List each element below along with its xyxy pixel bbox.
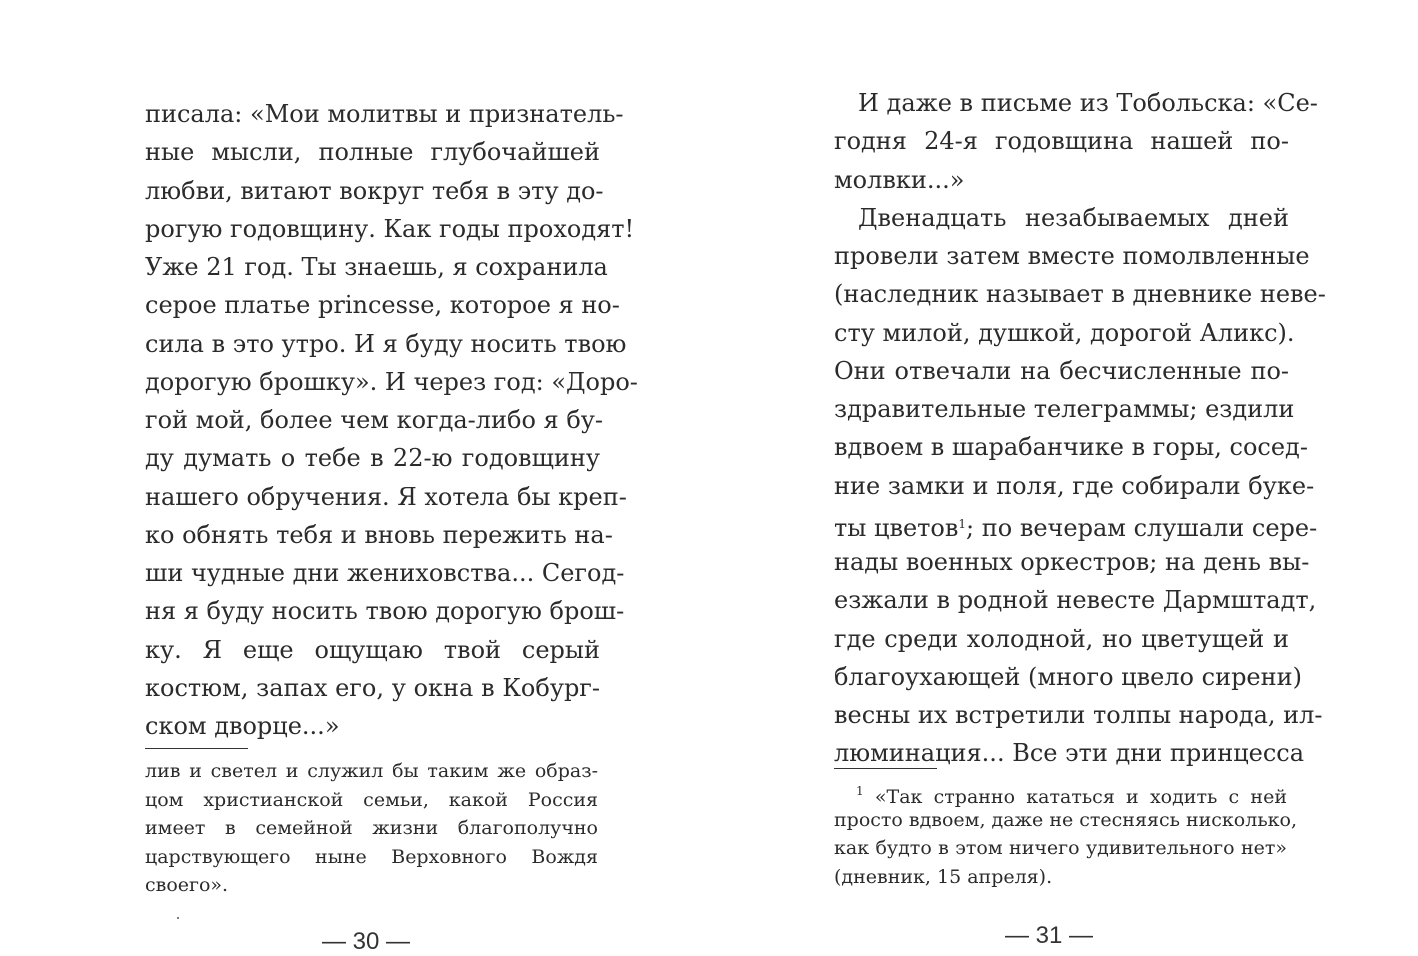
text-line: Они отвечали на бесчисленные по- (834, 356, 1289, 385)
text-line: весны их встретили толпы народа, ил- (834, 701, 1323, 729)
footnote-rule (834, 768, 937, 769)
footnote-line: просто вдвоем, даже не стесняясь нисколько, (834, 808, 1298, 831)
text-line: нады военных оркестров; на день вы- (834, 548, 1310, 576)
footnote-rule (145, 748, 248, 749)
text-line: ня я буду носить твою дорогую брош- (145, 597, 625, 626)
text-line: Двенадцать незабываемых дней (858, 203, 1289, 232)
text-line: молвки...» (834, 165, 965, 194)
text-line: люминация... Все эти дни принцесса (834, 739, 1305, 768)
footnote-line: своего». (145, 874, 229, 897)
footnote-line: (дневник, 15 апреля). (834, 865, 1053, 888)
page-number: — 30 — (322, 928, 411, 955)
print-speck (177, 917, 179, 919)
footnote-marker: 1 (856, 784, 864, 798)
footnote-line: цом христианской семьи, какой Россия (145, 788, 598, 811)
footnote-line: как будто в этом ничего удивительного нет» (834, 837, 1287, 860)
text-fragment: ; по вечерам слушали сере- (966, 513, 1318, 542)
body-text (145, 95, 638, 745)
text-fragment: «Так странно кататься и ходить с ней (874, 786, 1288, 808)
text-line: ском дворце...» (145, 712, 340, 740)
text-line: ко обнять тебя и вновь пережить на- (145, 520, 613, 549)
text-line: вдвоем в шарабанчике в горы, сосед- (834, 433, 1308, 462)
text-fragment: ты цветов (834, 513, 959, 542)
page-number: — 31 — (1005, 922, 1094, 949)
footnote (145, 757, 598, 900)
text-line: где среди холодной, но цветущей и (834, 624, 1289, 653)
text-line: гой мой, более чем когда-либо я бу- (145, 406, 604, 434)
footnote-line (834, 777, 1287, 806)
text-line: ные мысли, полные глубочайшей (145, 138, 600, 167)
text-line: ду думать о тебе в 22-ю годовщину (145, 444, 600, 473)
text-line: (наследник называет в дневнике неве- (834, 280, 1326, 309)
text-line: рогую годовщину. Как годы проходят! (145, 214, 635, 243)
text-line: писала: «Мои молитвы и признатель- (145, 100, 624, 128)
text-line: серое платье princesse, которое я но- (145, 291, 620, 320)
footnote-line: лив и светел и служил бы таким же образ- (145, 760, 598, 782)
text-line: благоухающей (много цвело сирени) (834, 662, 1302, 691)
text-line: ние замки и поля, где собирали буке- (834, 471, 1315, 500)
footnote (834, 777, 1298, 891)
text-line: езжали в родной невесте Дармштадт, (834, 586, 1317, 615)
text-line: сила в это утро. И я буду носить твою (145, 329, 627, 358)
text-line (834, 505, 1318, 543)
left-page (0, 0, 709, 954)
text-line: И даже в письме из Тобольска: «Се- (858, 89, 1318, 117)
footnote-marker: 1 (958, 516, 967, 531)
text-line: дорогую брошку». И через год: «Доро- (145, 367, 638, 396)
text-line: нашего обручения. Я хотела бы креп- (145, 482, 627, 511)
text-line: годня 24-я годовщина нашей по- (834, 127, 1289, 156)
text-line: здравительные телеграммы; ездили (834, 395, 1295, 423)
text-line: провели затем вместе помолвленные (834, 242, 1310, 270)
text-line: костюм, запах его, у окна в Кобург- (145, 673, 600, 702)
right-page (709, 0, 1418, 954)
text-line: любви, витают вокруг тебя в эту до- (145, 176, 604, 205)
text-line: сту милой, душкой, дорогой Аликс). (834, 318, 1295, 347)
text-line: ку. Я еще ощущаю твой серый (145, 635, 600, 664)
footnote-line: царствующего ныне Верховного Вождя (145, 845, 598, 868)
body-text (834, 84, 1326, 773)
footnote-line: имеет в семейной жизни благополучно (145, 817, 598, 840)
text-line: Уже 21 год. Ты знаешь, я сохранила (145, 253, 608, 281)
text-line: ши чудные дни жениховства... Сегод- (145, 559, 625, 587)
